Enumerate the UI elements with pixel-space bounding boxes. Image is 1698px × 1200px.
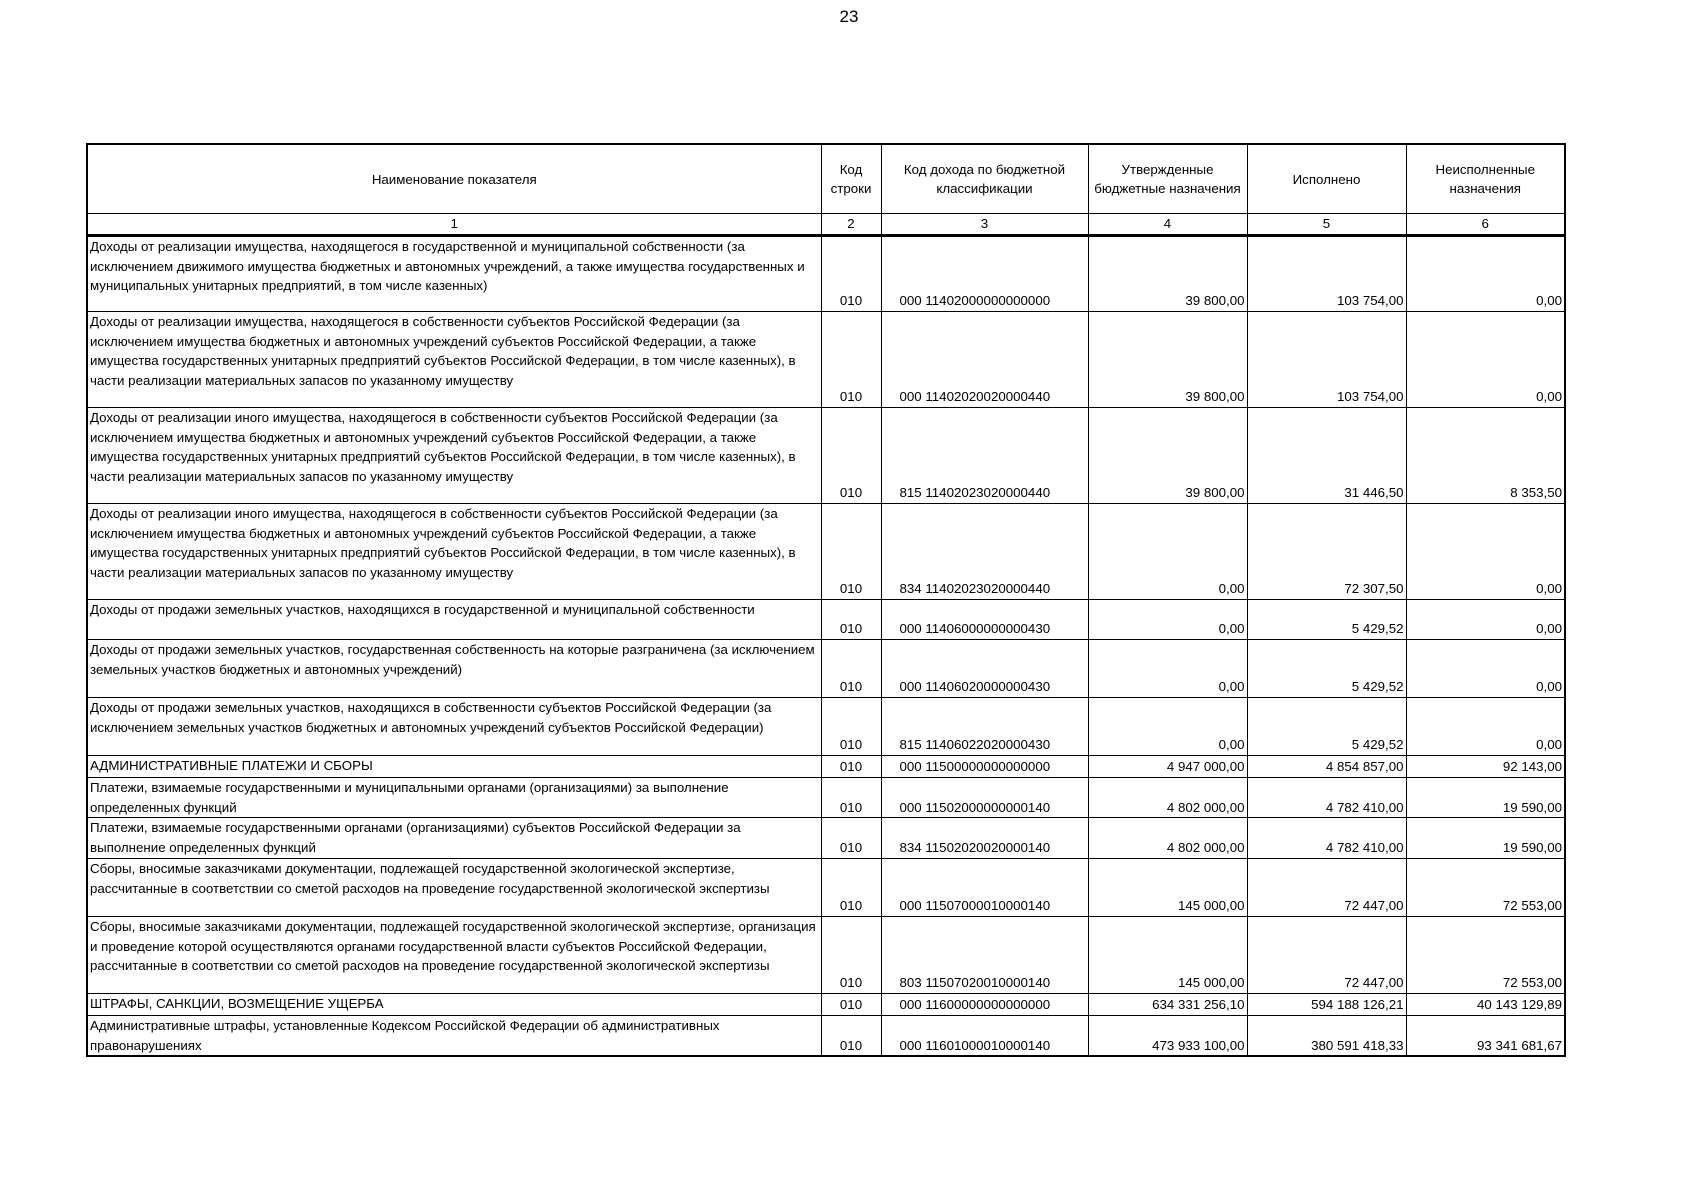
- revenue-report-table: [86, 143, 1566, 1057]
- table-row: [87, 312, 1565, 408]
- row-unexecuted: 0,00: [1406, 640, 1565, 698]
- row-code-line: 010: [821, 916, 881, 993]
- table-row: [87, 408, 1565, 504]
- row-approved: 39 800,00: [1088, 408, 1247, 504]
- row-executed: 4 854 857,00: [1247, 756, 1406, 778]
- row-code-line: 010: [821, 698, 881, 756]
- row-executed: 31 446,50: [1247, 408, 1406, 504]
- table-row: [87, 916, 1565, 993]
- row-code-line: 010: [821, 236, 881, 312]
- row-code-income: 000 11500000000000000: [881, 756, 1088, 778]
- header-unexecuted: Неисполненные назначения: [1406, 144, 1565, 214]
- header-approved: Утвержденные бюджетные назначения: [1088, 144, 1247, 214]
- row-executed: 103 754,00: [1247, 236, 1406, 312]
- row-code-line: 010: [821, 312, 881, 408]
- row-name: Доходы от продажи земельных участков, находящихся в государственной и муниципальной собственности: [87, 600, 821, 640]
- row-name: Сборы, вносимые заказчиками документации, подлежащей государственной экологической экспертизе, рассчитанные в соответствии со сметой расходов на проведение государственной экологической экспертизы: [87, 858, 821, 916]
- row-code-line: 010: [821, 504, 881, 600]
- header-executed: Исполнено: [1247, 144, 1406, 214]
- row-approved: 0,00: [1088, 600, 1247, 640]
- row-executed: 5 429,52: [1247, 600, 1406, 640]
- column-number: 3: [881, 214, 1088, 236]
- column-number: 5: [1247, 214, 1406, 236]
- row-name: АДМИНИСТРАТИВНЫЕ ПЛАТЕЖИ И СБОРЫ: [87, 756, 821, 778]
- row-name: Платежи, взимаемые государственными органами (организациями) субъектов Российской Федерации за выполнение определенных функций: [87, 818, 821, 858]
- row-approved: 39 800,00: [1088, 312, 1247, 408]
- row-executed: 4 782 410,00: [1247, 818, 1406, 858]
- row-executed: 72 447,00: [1247, 916, 1406, 993]
- row-unexecuted: 92 143,00: [1406, 756, 1565, 778]
- header-code-line: Код строки: [821, 144, 881, 214]
- row-approved: 39 800,00: [1088, 236, 1247, 312]
- row-approved: 634 331 256,10: [1088, 993, 1247, 1015]
- table-row: [87, 236, 1565, 312]
- row-code-income: 815 11402023020000440: [881, 408, 1088, 504]
- row-code-income: 000 11406020000000430: [881, 640, 1088, 698]
- row-code-income: 000 11406000000000430: [881, 600, 1088, 640]
- row-name: Доходы от реализации имущества, находящегося в государственной и муниципальной собственности (за исключением движимого имущества бюджетных и автономных учреждений, а также имущества государственных и муниципальных унитарных предприятий, в том числе казенных): [87, 236, 821, 312]
- table-row: [87, 600, 1565, 640]
- table-row: [87, 698, 1565, 756]
- row-unexecuted: 72 553,00: [1406, 916, 1565, 993]
- row-name: Административные штрафы, установленные Кодексом Российской Федерации об административных правонарушениях: [87, 1015, 821, 1056]
- row-code-income: 000 11601000010000140: [881, 1015, 1088, 1056]
- row-code-line: 010: [821, 778, 881, 818]
- row-unexecuted: 19 590,00: [1406, 778, 1565, 818]
- row-approved: 4 802 000,00: [1088, 778, 1247, 818]
- row-executed: 5 429,52: [1247, 698, 1406, 756]
- row-code-income: 834 11402023020000440: [881, 504, 1088, 600]
- row-code-income: 000 11402000000000000: [881, 236, 1088, 312]
- row-approved: 4 802 000,00: [1088, 818, 1247, 858]
- page-number: 23: [839, 7, 859, 26]
- table-row: [87, 640, 1565, 698]
- row-unexecuted: 0,00: [1406, 504, 1565, 600]
- row-approved: 4 947 000,00: [1088, 756, 1247, 778]
- row-code-income: 000 11502000000000140: [881, 778, 1088, 818]
- row-approved: 0,00: [1088, 504, 1247, 600]
- row-name: Доходы от реализации иного имущества, находящегося в собственности субъектов Российской Федерации (за исключением имущества бюджетных и автономных учреждений субъектов Российской Федерации, а также имущества государственных унитарных предприятий субъектов Российской Федерации, в том числе казенных), в части реализации материальных запасов по указанному имуществу: [87, 408, 821, 504]
- row-code-income: 000 11507000010000140: [881, 858, 1088, 916]
- row-code-income: 815 11406022020000430: [881, 698, 1088, 756]
- column-number: 1: [87, 214, 821, 236]
- row-unexecuted: 0,00: [1406, 236, 1565, 312]
- header-name: Наименование показателя: [87, 144, 821, 214]
- table-row: [87, 778, 1565, 818]
- row-approved: 0,00: [1088, 698, 1247, 756]
- row-name: Доходы от продажи земельных участков, государственная собственность на которые разграничена (за исключением земельных участков бюджетных и автономных учреждений): [87, 640, 821, 698]
- row-name: Доходы от реализации имущества, находящегося в собственности субъектов Российской Федерации (за исключением имущества бюджетных и автономных учреждений субъектов Российской Федерации, а также имущества государственных унитарных предприятий субъектов Российской Федерации, в том числе казенных), в части реализации материальных запасов по указанному имуществу: [87, 312, 821, 408]
- table-row: [87, 818, 1565, 858]
- header-code-income: Код дохода по бюджетной классификации: [881, 144, 1088, 214]
- row-code-line: 010: [821, 993, 881, 1015]
- row-unexecuted: 0,00: [1406, 600, 1565, 640]
- row-code-line: 010: [821, 600, 881, 640]
- row-code-income: 000 11600000000000000: [881, 993, 1088, 1015]
- row-executed: 594 188 126,21: [1247, 993, 1406, 1015]
- column-number: 4: [1088, 214, 1247, 236]
- row-code-income: 834 11502020020000140: [881, 818, 1088, 858]
- column-number-row: [87, 214, 1565, 236]
- row-unexecuted: 72 553,00: [1406, 858, 1565, 916]
- row-code-income: 000 11402020020000440: [881, 312, 1088, 408]
- row-name: Сборы, вносимые заказчиками документации, подлежащей государственной экологической экспертизе, организация и проведение которой осуществляются органами государственной власти субъектов Российской Федерации, рассчитанные в соответствии со сметой расходов на проведение государственной экологической экспертизы: [87, 916, 821, 993]
- column-number: 2: [821, 214, 881, 236]
- row-code-line: 010: [821, 858, 881, 916]
- table-header-row: [87, 144, 1565, 214]
- row-unexecuted: 0,00: [1406, 698, 1565, 756]
- column-number: 6: [1406, 214, 1565, 236]
- row-approved: 0,00: [1088, 640, 1247, 698]
- row-code-line: 010: [821, 408, 881, 504]
- row-name: ШТРАФЫ, САНКЦИИ, ВОЗМЕЩЕНИЕ УЩЕРБА: [87, 993, 821, 1015]
- row-code-line: 010: [821, 1015, 881, 1056]
- row-approved: 473 933 100,00: [1088, 1015, 1247, 1056]
- table-row: [87, 993, 1565, 1015]
- row-unexecuted: 93 341 681,67: [1406, 1015, 1565, 1056]
- row-executed: 103 754,00: [1247, 312, 1406, 408]
- row-approved: 145 000,00: [1088, 916, 1247, 993]
- row-name: Платежи, взимаемые государственными и муниципальными органами (организациями) за выполнение определенных функций: [87, 778, 821, 818]
- table-row: [87, 1015, 1565, 1056]
- row-name: Доходы от реализации иного имущества, находящегося в собственности субъектов Российской Федерации (за исключением имущества бюджетных и автономных учреждений субъектов Российской Федерации, а также имущества государственных унитарных предприятий субъектов Российской Федерации, в том числе казенных), в части реализации материальных запасов по указанному имуществу: [87, 504, 821, 600]
- row-code-line: 010: [821, 640, 881, 698]
- row-unexecuted: 19 590,00: [1406, 818, 1565, 858]
- table-row: [87, 504, 1565, 600]
- row-code-income: 803 11507020010000140: [881, 916, 1088, 993]
- row-executed: 4 782 410,00: [1247, 778, 1406, 818]
- row-name: Доходы от продажи земельных участков, находящихся в собственности субъектов Российской Федерации (за исключением земельных участков бюджетных и автономных учреждений субъектов Российской Федерации): [87, 698, 821, 756]
- row-approved: 145 000,00: [1088, 858, 1247, 916]
- row-unexecuted: 0,00: [1406, 312, 1565, 408]
- row-executed: 380 591 418,33: [1247, 1015, 1406, 1056]
- row-unexecuted: 8 353,50: [1406, 408, 1565, 504]
- row-unexecuted: 40 143 129,89: [1406, 993, 1565, 1015]
- table-row: [87, 858, 1565, 916]
- table-row: [87, 756, 1565, 778]
- row-executed: 72 307,50: [1247, 504, 1406, 600]
- row-code-line: 010: [821, 818, 881, 858]
- row-executed: 72 447,00: [1247, 858, 1406, 916]
- row-executed: 5 429,52: [1247, 640, 1406, 698]
- row-code-line: 010: [821, 756, 881, 778]
- table-body: [87, 236, 1565, 1057]
